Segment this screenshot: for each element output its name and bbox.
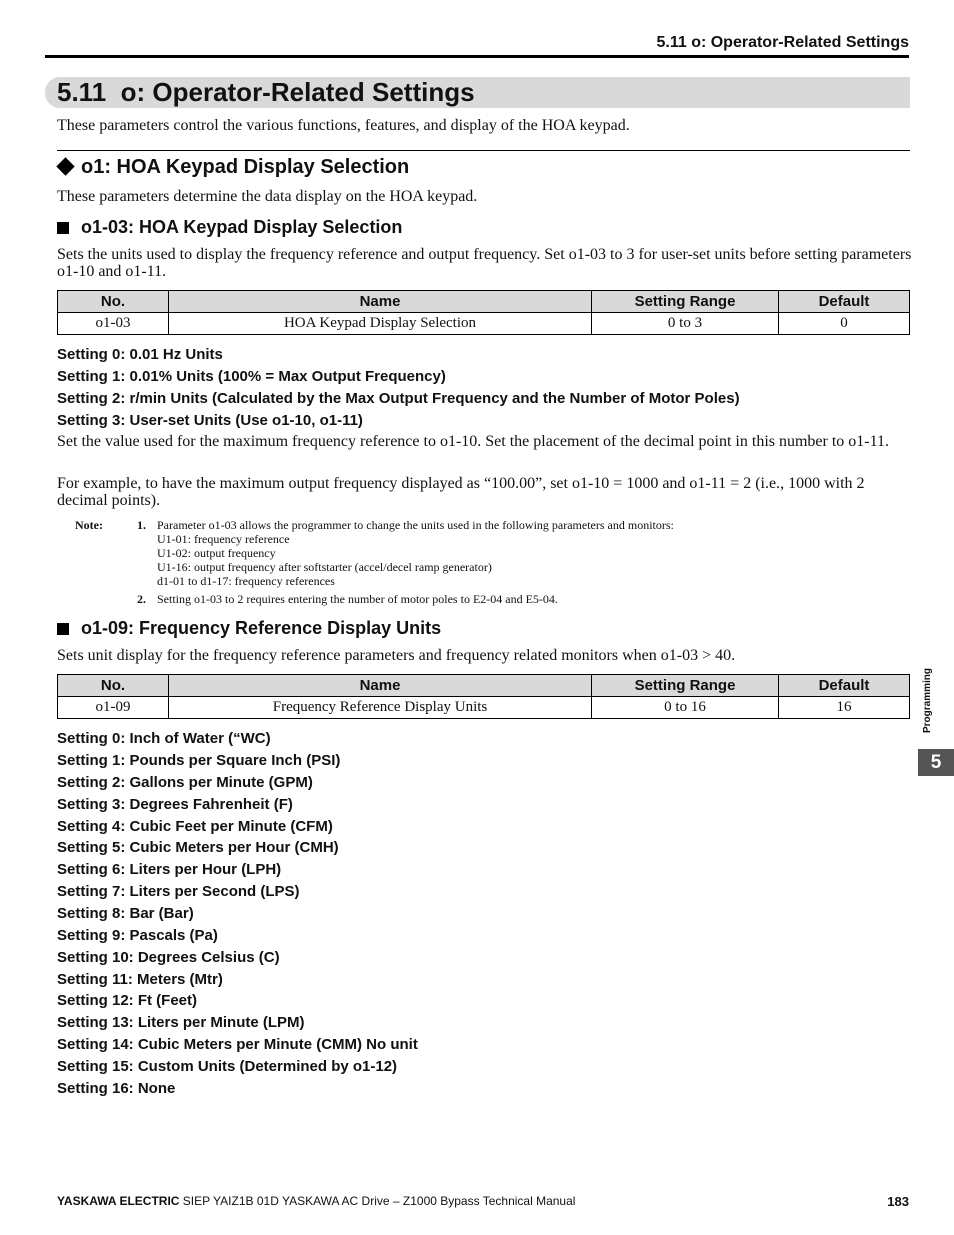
param-title-o1-09 [57, 617, 441, 639]
note-text: Parameter o1-03 allows the programmer to change the units used in the following parameters and monitors: [157, 518, 674, 532]
table-header-cell: Name [169, 675, 592, 697]
setting-line: Setting 1: 0.01% Units (100% = Max Output Frequency) [57, 368, 446, 385]
setting-line: Setting 13: Liters per Minute (LPM) [57, 1014, 305, 1031]
table-cell: Frequency Reference Display Units [169, 697, 592, 719]
footer [57, 1194, 575, 1208]
table-header-row [58, 291, 910, 313]
setting-line: Setting 6: Liters per Hour (LPH) [57, 861, 282, 878]
setting-line: Setting 5: Cubic Meters per Hour (CMH) [57, 839, 339, 856]
note-number: 2. [137, 592, 146, 606]
table-header-cell: No. [58, 291, 169, 313]
running-head: 5.11 o: Operator-Related Settings [656, 34, 909, 51]
setting-line: Setting 7: Liters per Second (LPS) [57, 883, 300, 900]
setting-line: Setting 2: Gallons per Minute (GPM) [57, 774, 313, 791]
param-description-o1-09: Sets unit display for the frequency reference parameters and frequency related monitors when o1-03 > 40. [57, 647, 736, 664]
section-title: 5.11 o: Operator-Related Settings [57, 77, 475, 107]
setting-line: Setting 9: Pascals (Pa) [57, 927, 218, 944]
note-text: d1-01 to d1-17: frequency references [157, 574, 335, 588]
setting-line: Setting 14: Cubic Meters per Minute (CMM) No unit [57, 1036, 418, 1053]
table-header-cell: Name [169, 291, 592, 313]
paragraph-example: For example, to have the maximum output frequency displayed as “100.00”, set o1-10 = 1000 and o1-11 = 2 (i.e., 1000 with 2 decimal points). [57, 475, 865, 509]
table-cell: 0 to 3 [592, 313, 779, 335]
subsection-title [57, 155, 409, 179]
note-text: U1-01: frequency reference [157, 532, 290, 546]
square-bullet-icon [57, 623, 69, 635]
param-title-text: o1-09: Frequency Reference Display Units [81, 618, 442, 638]
table-header-cell: Setting Range [592, 675, 779, 697]
header-rule [45, 55, 909, 58]
table-cell: o1-09 [58, 697, 169, 719]
note-label: Note: [75, 518, 103, 532]
setting-line: Setting 2: r/min Units (Calculated by the Max Output Frequency and the Number of Motor Poles) [57, 390, 740, 407]
square-bullet-icon [57, 222, 69, 234]
param-title-o1-03 [57, 216, 402, 238]
footer-doc-title: SIEP YAIZ1B 01D YASKAWA AC Drive – Z1000 Bypass Technical Manual [179, 1194, 576, 1208]
footer-brand: YASKAWA ELECTRIC [57, 1194, 180, 1208]
setting-line: Setting 15: Custom Units (Determined by o1-12) [57, 1058, 398, 1075]
param-description-o1-03: Sets the units used to display the frequency reference and output frequency. Set o1-03 to 3 for user-set units before setting parameters o1-10 and o1-11. [57, 246, 912, 280]
table-header-row [58, 675, 910, 697]
setting-line: Setting 10: Degrees Celsius (C) [57, 949, 280, 966]
table-header-cell: Setting Range [592, 291, 779, 313]
table-header-cell: Default [779, 291, 910, 313]
table-cell: 0 [779, 313, 910, 335]
subsection-intro: These parameters determine the data display on the HOA keypad. [57, 188, 478, 205]
setting-line: Setting 0: Inch of Water (“WC) [57, 730, 271, 747]
subsection-title-text: o1: HOA Keypad Display Selection [81, 156, 410, 178]
note-text: U1-02: output frequency [157, 546, 276, 560]
side-tab-label: Programming [922, 667, 933, 733]
table-cell: 0 to 16 [592, 697, 779, 719]
param-table-o1-03 [57, 290, 910, 335]
table-cell: HOA Keypad Display Selection [169, 313, 592, 335]
section-intro: These parameters control the various functions, features, and display of the HOA keypad. [57, 117, 630, 134]
setting-line: Setting 4: Cubic Feet per Minute (CFM) [57, 818, 333, 835]
table-header-cell: Default [779, 675, 910, 697]
param-table-o1-09 [57, 674, 910, 719]
setting-line: Setting 1: Pounds per Square Inch (PSI) [57, 752, 341, 769]
setting-line: Setting 3: Degrees Fahrenheit (F) [57, 796, 293, 813]
table-row [58, 313, 910, 335]
diamond-bullet-icon [56, 158, 74, 176]
note-number: 1. [137, 518, 146, 532]
paragraph-decimal-placement: Set the value used for the maximum frequency reference to o1-10. Set the placement of the decimal point in this number to o1-11. [57, 433, 890, 450]
page-number: 183 [887, 1194, 909, 1209]
setting-line: Setting 16: None [57, 1080, 176, 1097]
table-cell: 16 [779, 697, 910, 719]
note-text: Setting o1-03 to 2 requires entering the number of motor poles to E2-04 and E5-04. [157, 592, 558, 606]
setting-line: Setting 12: Ft (Feet) [57, 992, 198, 1009]
note-text: U1-16: output frequency after softstarter (accel/decel ramp generator) [157, 560, 492, 574]
table-row [58, 697, 910, 719]
setting-line: Setting 8: Bar (Bar) [57, 905, 194, 922]
param-title-text: o1-03: HOA Keypad Display Selection [81, 217, 403, 237]
table-cell: o1-03 [58, 313, 169, 335]
subsection-rule [57, 150, 910, 151]
setting-line: Setting 0: 0.01 Hz Units [57, 346, 223, 363]
table-header-cell: No. [58, 675, 169, 697]
chapter-tab: 5 [918, 749, 954, 776]
setting-line: Setting 3: User-set Units (Use o1-10, o1-11) [57, 412, 363, 429]
setting-line: Setting 11: Meters (Mtr) [57, 971, 223, 988]
